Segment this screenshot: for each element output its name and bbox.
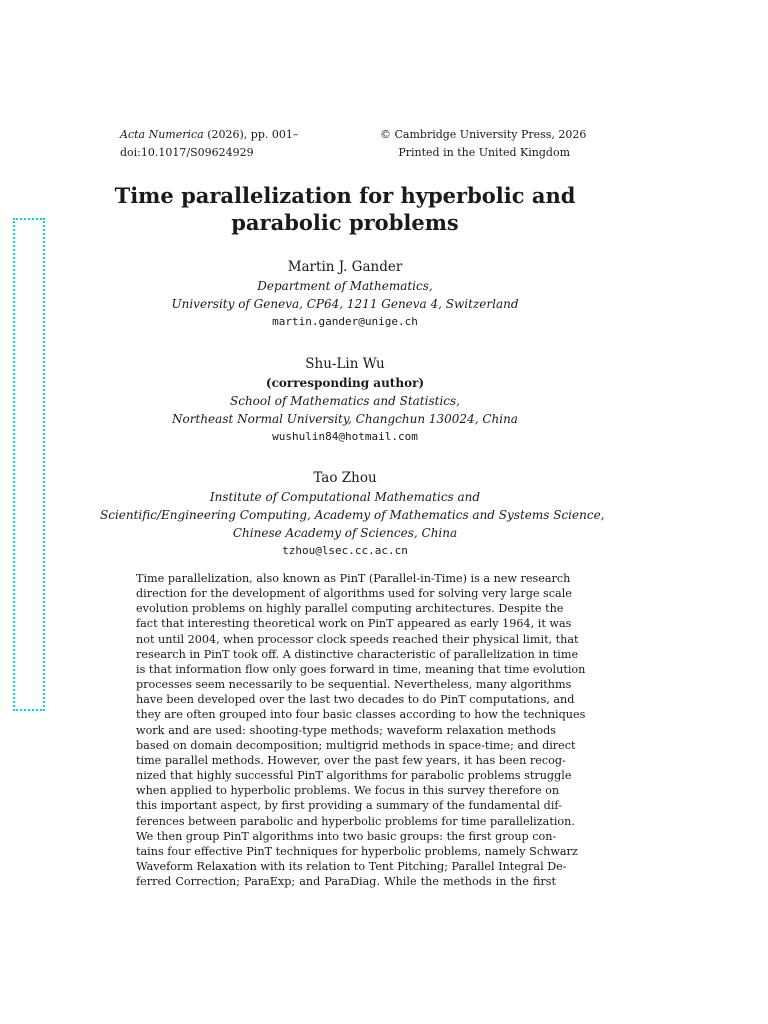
abstract-line: evolution problems on highly parallel computing architectures. Despite the bbox=[136, 602, 564, 616]
affiliation-line: University of Geneva, CP64, 1211 Geneva 4, Switzerland bbox=[171, 297, 519, 311]
author-gander bbox=[100, 257, 590, 331]
publisher-info bbox=[380, 126, 587, 162]
abstract-line: ferences between parabolic and hyperbolic problems for time parallelization. bbox=[136, 814, 575, 828]
abstract-line: time parallel methods. However, over the past few years, it has been recog- bbox=[136, 753, 566, 767]
abstract-line: We then group PinT algorithms into two basic groups: the first group con- bbox=[136, 829, 557, 843]
abstract-line: tains four effective PinT techniques for hyperbolic problems, namely Schwarz bbox=[136, 844, 578, 858]
abstract-line: this important aspect, by first providing a summary of the fundamental dif- bbox=[136, 799, 562, 813]
affiliation-line: School of Mathematics and Statistics, bbox=[230, 394, 460, 408]
author-email[interactable]: wushulin84@hotmail.com bbox=[272, 430, 418, 443]
title-line: parabolic problems bbox=[231, 210, 459, 235]
doi[interactable]: doi:10.1017/S09624929 bbox=[120, 146, 254, 159]
printed-location: Printed in the United Kingdom bbox=[398, 146, 570, 159]
abstract-line: Time parallelization, also known as PinT (Parallel-in-Time) is a new research bbox=[136, 572, 571, 585]
abstract-line: not until 2004, when processor clock speeds reached their physical limit, that bbox=[136, 632, 579, 646]
abstract-line: fact that interesting theoretical work on PinT appeared as early 1964, it was bbox=[136, 617, 572, 631]
paper-title bbox=[100, 182, 590, 236]
abstract-line: Waveform Relaxation with its relation to Tent Pitching; Parallel Integral De- bbox=[136, 859, 567, 873]
title-line: Time parallelization for hyperbolic and bbox=[114, 183, 576, 208]
affiliation-line: Institute of Computational Mathematics and bbox=[209, 490, 481, 504]
abstract bbox=[136, 571, 586, 889]
corresponding-author-note: (corresponding author) bbox=[265, 376, 425, 390]
abstract-line: ferred Correction; ParaExp; and ParaDiag. While the methods in the first bbox=[136, 875, 556, 889]
abstract-line: processes seem necessarily to be sequential. Nevertheless, many algorithms bbox=[136, 678, 572, 692]
abstract-line: direction for the development of algorithms used for solving very large scale bbox=[136, 587, 572, 601]
abstract-line: is that information flow only goes forward in time, meaning that time evolution bbox=[136, 662, 586, 676]
affiliation-line: Chinese Academy of Sciences, China bbox=[232, 526, 458, 540]
author-zhou bbox=[100, 468, 605, 560]
abstract-line: based on domain decomposition; multigrid methods in space-time; and direct bbox=[136, 738, 576, 752]
affiliation-line: Scientific/Engineering Computing, Academy of Mathematics and Systems Science, bbox=[100, 508, 605, 522]
journal-name: Acta Numerica bbox=[120, 128, 204, 141]
abstract-line: have been developed over the last two decades to do PinT computations, and bbox=[136, 693, 575, 707]
selection-marker bbox=[13, 218, 45, 711]
author-name: Shu-Lin Wu bbox=[305, 356, 385, 372]
abstract-line: nized that highly successful PinT algorithms for parabolic problems struggle bbox=[136, 769, 572, 783]
author-wu bbox=[100, 354, 590, 446]
journal-year-pages: (2026), pp. 001– bbox=[203, 128, 299, 141]
affiliation-line: Northeast Normal University, Changchun 130024, China bbox=[172, 412, 518, 426]
affiliation-line: Department of Mathematics, bbox=[257, 279, 433, 293]
author-email[interactable]: tzhou@lsec.cc.ac.cn bbox=[282, 544, 408, 557]
abstract-line: work and are used: shooting-type methods; waveform relaxation methods bbox=[136, 723, 556, 737]
journal-citation bbox=[120, 126, 298, 162]
author-name: Tao Zhou bbox=[313, 470, 377, 486]
author-name: Martin J. Gander bbox=[287, 259, 403, 275]
abstract-line: research in PinT took off. A distinctive characteristic of parallelization in time bbox=[136, 647, 579, 661]
abstract-line: they are often grouped into four basic classes according to how the techniques bbox=[136, 708, 586, 722]
author-email[interactable]: martin.gander@unige.ch bbox=[272, 315, 418, 328]
copyright: © Cambridge University Press, 2026 bbox=[380, 128, 587, 141]
abstract-line: when applied to hyperbolic problems. We focus in this survey therefore on bbox=[136, 784, 560, 798]
